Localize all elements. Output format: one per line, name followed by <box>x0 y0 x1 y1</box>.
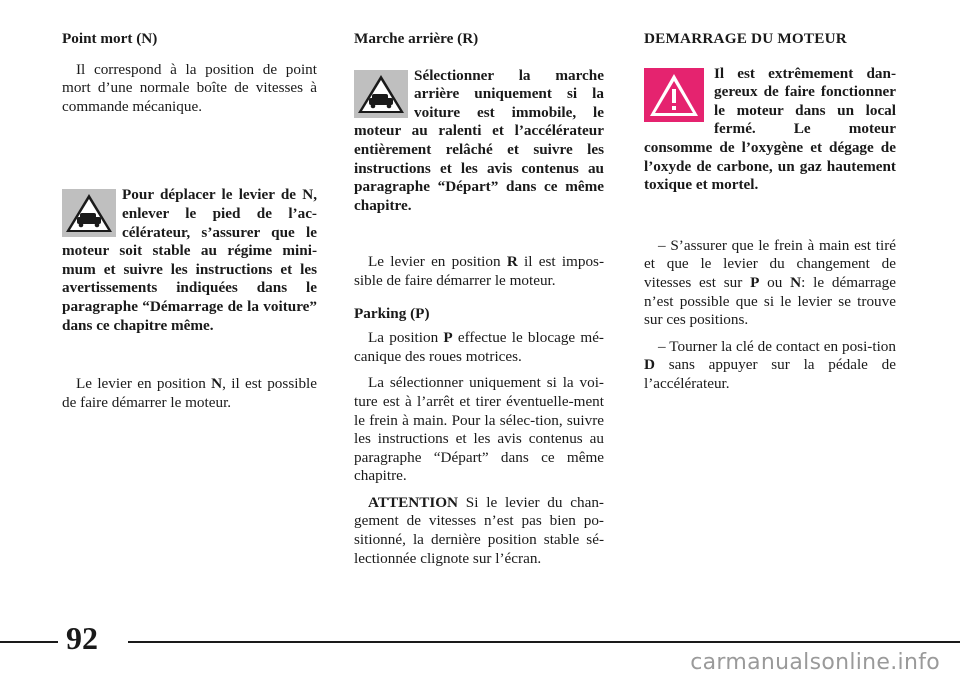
spacer <box>644 195 896 237</box>
car-warning-icon <box>62 189 116 237</box>
warning-text-reverse: Sélectionner la marche arrière uniquement si la voiture est immobile, le moteur au ralenti et l’accélérateur entièrement relâché et suivre les instructions et les avis contenus au paragraphe “Départ” dans ce même chapitre. <box>354 66 604 214</box>
attention-label: ATTENTION <box>368 493 459 511</box>
bold-text: P <box>443 329 453 347</box>
heading-neutral: Point mort (N) <box>62 30 158 47</box>
footer-rule-left <box>0 641 58 643</box>
paragraph-parking-select: La sélectionner uniquement si la voi-ture est à l’arrêt et tirer éventuelle-ment le frein à main. Pour la sélec-tion, suivre les instructions et les avis contenus au paragraphe “Départ” dans ce même chapitre. <box>354 374 604 485</box>
spacer <box>354 215 604 253</box>
text: effectue le blocage mé-canique des roues motrices. <box>354 329 604 365</box>
paragraph-neutral-start <box>62 375 317 412</box>
text: – S’assurer que le frein à main est tiré et que le levier du changement de vitesses est sur <box>644 236 896 291</box>
bold-text: P <box>750 273 760 291</box>
car-warning-icon <box>354 70 408 118</box>
bold-text: R <box>506 253 518 271</box>
bold-text: N <box>211 375 223 393</box>
text: La position <box>368 329 444 347</box>
warning-block-neutral <box>62 186 317 335</box>
column-3 <box>644 30 896 402</box>
bold-text: D <box>644 356 655 374</box>
text: ou <box>759 273 791 291</box>
warning-text-neutral: Pour déplacer le levier de N, enlever le pied de l’ac-célérateur, s’assurer que le moteur soit stable au régime mini-mum et suivre les instructions et les avertissements indiquées dans le paragraphe “Démarrage de la voiture” dans ce chapitre même. <box>62 186 317 334</box>
heading-engine-start: DEMARRAGE DU MOTEUR <box>644 30 847 47</box>
danger-warning-icon <box>644 68 704 122</box>
spacer <box>62 335 317 375</box>
column-2 <box>354 30 604 576</box>
text: Le levier en position <box>368 253 507 271</box>
paragraph-engine-step1 <box>644 237 896 330</box>
warning-block-reverse <box>354 67 604 216</box>
footer-rule-right <box>128 641 960 643</box>
column-1 <box>62 30 317 420</box>
spacer <box>62 124 317 186</box>
page-number: 92 <box>66 620 98 656</box>
paragraph-reverse-start <box>354 253 604 290</box>
heading-reverse: Marche arrière (R) <box>354 30 479 47</box>
paragraph-neutral-desc: Il correspond à la position de point mort d’une normale boîte de vitesses à commande mécanique. <box>62 60 317 115</box>
paragraph-engine-step2 <box>644 338 896 394</box>
text: il est impos-sible de faire démarrer le moteur. <box>354 253 605 289</box>
bold-text: N <box>790 273 802 291</box>
warning-block-engine <box>644 65 896 195</box>
text: Si le levier du chan-gement de vitesses n’est pas bien po-sitionné, la dernière position stable sé-lectionnée clignote sur l’écran. <box>354 493 604 567</box>
paragraph-attention <box>354 494 604 568</box>
text: , il est possible de faire démarrer le moteur. <box>62 375 318 411</box>
warning-text-engine: Il est extrêmement dan-gereux de faire fonctionner le moteur dans un local fermé. Le moteur consomme de l’oxygène et dégage de l’oxyde de carbone, un gaz hautement toxique et mortel. <box>644 64 896 194</box>
paragraph-parking-desc <box>354 329 604 366</box>
text: : le démarrage n’est possible que si le levier se trouve sur ces positions. <box>644 273 897 329</box>
text: Le levier en position <box>76 375 212 393</box>
text: sans appuyer sur la pédale de l’accélérateur. <box>644 356 896 392</box>
text: – Tourner la clé de contact en posi-tion <box>658 337 896 355</box>
heading-parking: Parking (P) <box>354 304 430 322</box>
watermark: carmanualsonline.info <box>690 650 940 675</box>
